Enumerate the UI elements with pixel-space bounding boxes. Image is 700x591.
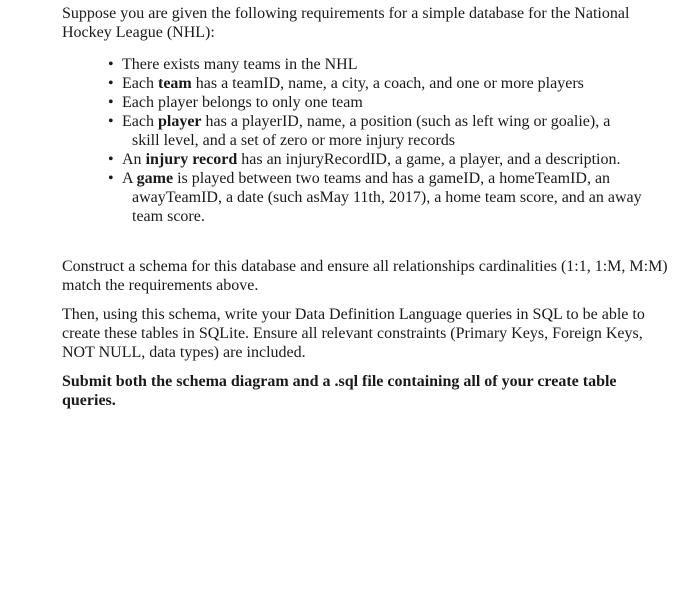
list-item-text-post: is played between two teams and has a gameID, a homeTeamID, an bbox=[173, 170, 611, 187]
list-item-keyword: game bbox=[136, 170, 174, 187]
document-body bbox=[62, 4, 672, 410]
bullet-icon: • bbox=[108, 56, 114, 73]
bullet-icon: • bbox=[108, 94, 114, 111]
requirements-list bbox=[62, 55, 672, 226]
bullet-icon: • bbox=[108, 75, 114, 92]
list-item-keyword: injury record bbox=[145, 151, 238, 168]
list-item-text-pre: Each bbox=[122, 75, 158, 92]
spacer bbox=[62, 226, 672, 257]
list-item bbox=[108, 74, 672, 93]
list-item-text-pre: Each bbox=[122, 113, 158, 130]
list-item-text-pre: A bbox=[122, 170, 137, 187]
list-item-keyword: player bbox=[157, 113, 202, 130]
list-item bbox=[108, 112, 672, 150]
submission-instruction-paragraph: Submit both the schema diagram and a .sql file containing all of your create table queries. bbox=[62, 373, 617, 409]
bullet-icon: • bbox=[108, 170, 114, 187]
list-item-continuation: awayTeamID, a date (such asMay 11th, 2017), a home team score, and an away team score. bbox=[132, 189, 642, 225]
list-item bbox=[108, 169, 672, 226]
list-item-text-post: has a teamID, name, a city, a coach, and one or more players bbox=[191, 75, 584, 92]
list-item-text-post: has an injuryRecordID, a game, a player, and a description. bbox=[237, 151, 621, 168]
list-item-text-pre: An bbox=[122, 151, 146, 168]
bullet-icon: • bbox=[108, 151, 114, 168]
list-item-text-post: has a playerID, name, a position (such as left wing or goalie), a bbox=[201, 113, 611, 130]
intro-paragraph: Suppose you are given the following requirements for a simple database for the National Hockey League (NHL): bbox=[62, 5, 630, 41]
list-item-keyword: team bbox=[157, 75, 192, 92]
list-item-continuation: skill level, and a set of zero or more injury records bbox=[132, 132, 455, 149]
list-item-text-pre: There exists many teams in the NHL bbox=[122, 56, 358, 73]
list-item-text-pre: Each player belongs to only one team bbox=[122, 94, 363, 111]
list-item bbox=[108, 55, 672, 74]
list-item bbox=[108, 93, 672, 112]
ddl-instruction-paragraph: Then, using this schema, write your Data Definition Language queries in SQL to be able to create these tables in SQLite. Ensure all relevant constraints (Primary Keys, Foreign Keys, NOT NULL, data types) are included. bbox=[62, 306, 645, 361]
list-item bbox=[108, 150, 672, 169]
schema-instruction-paragraph: Construct a schema for this database and ensure all relationships cardinalities (1:1, 1:M, M:M) match the requirements above. bbox=[62, 258, 668, 294]
bullet-icon: • bbox=[108, 113, 114, 130]
